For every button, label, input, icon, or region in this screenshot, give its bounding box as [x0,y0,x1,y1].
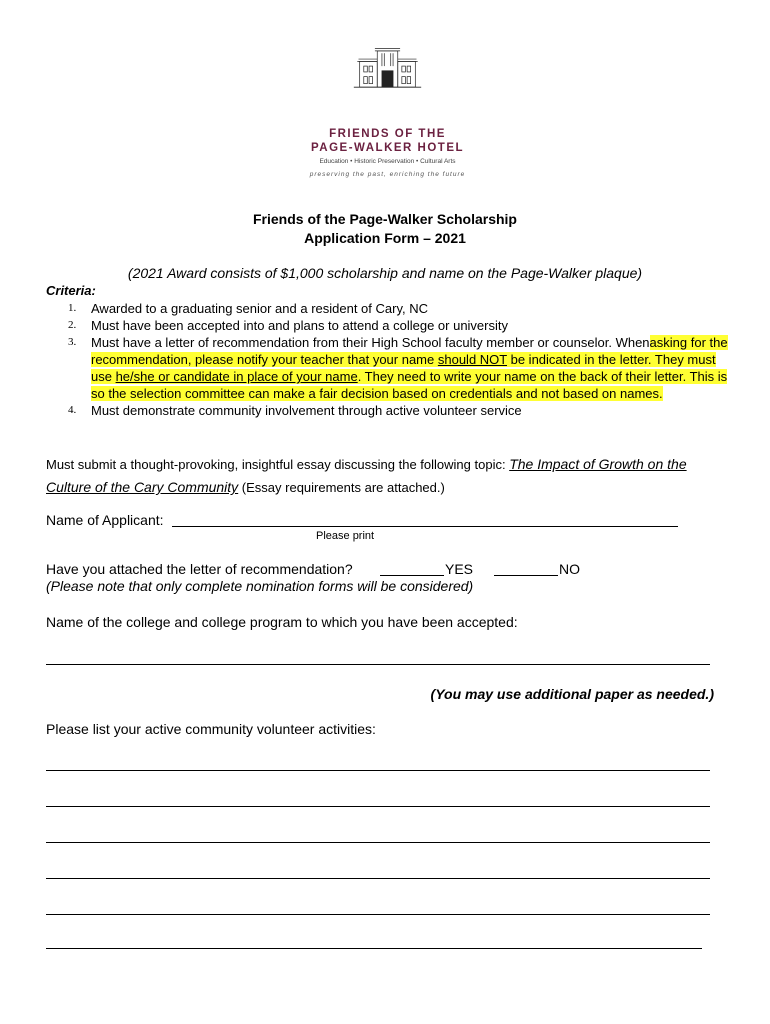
criteria-list [46,300,736,419]
volunteer-line[interactable] [46,914,710,915]
applicant-name-field[interactable] [172,526,678,527]
page-walker-hotel-logo [300,45,475,127]
form-title: Friends of the Page-Walker Scholarship [253,211,517,227]
criteria-item: 1. Awarded to a graduating senior and a resident of Cary, NC [68,301,428,316]
yes-blank[interactable] [380,575,444,576]
form-subtitle: Application Form – 2021 [304,230,466,246]
no-blank[interactable] [494,575,558,576]
volunteer-line[interactable] [46,770,710,771]
volunteer-line[interactable] [46,948,702,949]
letter-question: Have you attached the letter of recommendation? [46,561,353,577]
essay-requirement: Must submit a thought-provoking, insightful essay discussing the following topic: The Impact of Growth on the Culture of the Cary Community (Essay requirements are attached.) [46,456,687,495]
logo-name-line2: PAGE-WALKER HOTEL [310,142,465,154]
criteria-item: 4. Must demonstrate community involvement through active volunteer service [68,403,522,418]
volunteer-line[interactable] [46,806,710,807]
award-note: (2021 Award consists of $1,000 scholarship and name on the Page-Walker plaque) [127,265,643,281]
logo-motto: preserving the past, enriching the future [309,171,466,178]
criteria-item: 3. Must have a letter of recommendation from their High School faculty member or counselor. Whenasking for the recommendation, please notify your teacher that your name should NOT be indicated in the letter. They must use he/she or candidate in place of your name. They need to write your name on the back of their letter. This is so the selection committee can make a fair decision based on credentials and not based on names. [68,335,728,401]
criteria-item: 2. Must have been accepted into and plans to attend a college or university [68,318,508,333]
no-label: NO [559,561,580,577]
applicant-name-hint: Please print [316,530,375,542]
essay-topic: The Impact of Growth on the Culture of the Cary Community [46,456,687,495]
highlighted-instruction: asking for the recommendation, please notify your teacher that your name should NOT be indicated in the letter. They must use he/she or candidate in place of your name. They need to write your name on the back of their letter. This is so the selection committee can make a fair decision based on credentials and not based on names. [91,335,728,401]
applicant-name-label: Name of Applicant: [46,512,164,528]
logo-name-line1: FRIENDS OF THE [329,128,446,140]
logo-tagline: Education • Historic Preservation • Cultural Arts [319,158,456,165]
volunteer-line[interactable] [46,842,710,843]
yes-label: YES [445,561,474,577]
additional-paper-note: (You may use additional paper as needed.) [430,686,714,702]
criteria-label: Criteria: [46,283,96,298]
letter-note: (Please note that only complete nomination forms will be considered) [46,578,474,594]
college-label: Name of the college and college program to which you have been accepted: [46,614,518,630]
volunteer-line[interactable] [46,878,710,879]
college-field[interactable] [46,664,710,665]
volunteer-label: Please list your active community volunteer activities: [46,721,376,737]
